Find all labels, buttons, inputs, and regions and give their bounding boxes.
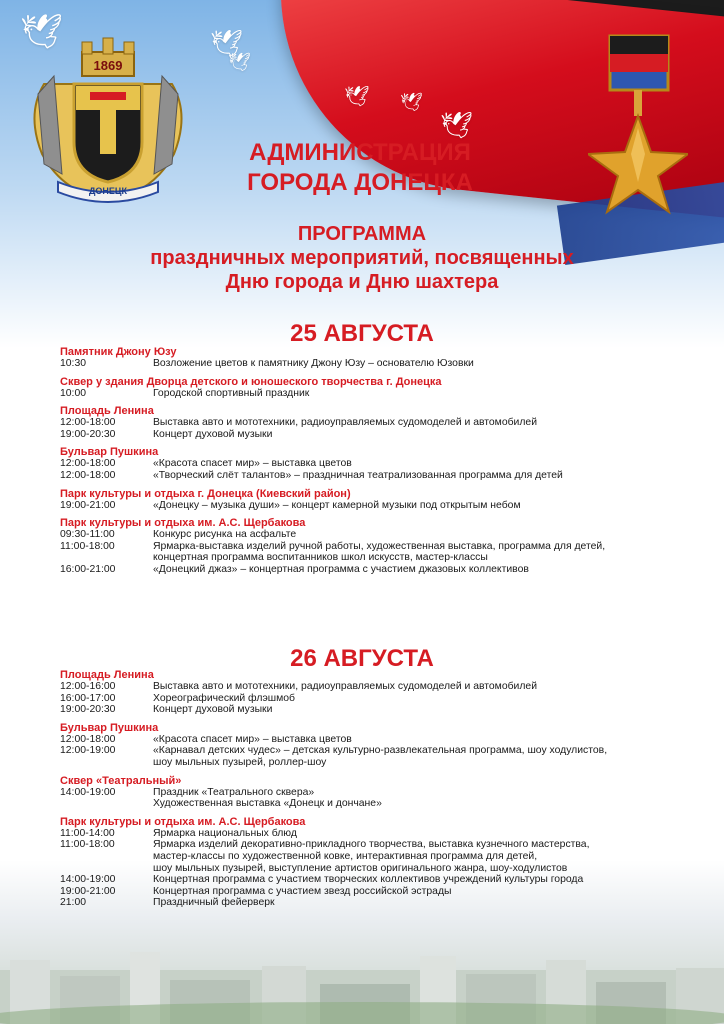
administration-title: АДМИНИСТРАЦИЯ ГОРОДА ДОНЕЦКА — [247, 139, 473, 196]
event-description — [153, 564, 700, 576]
event-row — [60, 745, 700, 768]
event-description — [153, 358, 700, 370]
event-time: 16:00-17:00 — [60, 692, 116, 704]
event-row — [60, 693, 700, 705]
event-row — [60, 500, 700, 512]
event-row — [60, 458, 700, 470]
event-row — [60, 734, 700, 746]
event-description — [153, 787, 700, 810]
event-row — [60, 839, 700, 874]
event-description-line: Концертная программа с участием творческих коллективов учреждений культуры города — [153, 874, 584, 886]
event-description-line: «Красота спасет мир» – выставка цветов — [153, 458, 352, 470]
event-row — [60, 704, 700, 716]
venue-title: Сквер «Театральный» — [60, 774, 182, 787]
event-time: 11:00-14:00 — [60, 827, 115, 839]
event-time: 14:00-19:00 — [60, 786, 116, 798]
event-description — [153, 745, 700, 768]
event-description — [153, 529, 700, 541]
event-description — [153, 886, 700, 898]
event-time: 12:00-18:00 — [60, 733, 116, 745]
event-time: 19:00-20:30 — [60, 428, 116, 440]
event-row — [60, 681, 700, 693]
event-row — [60, 358, 700, 370]
dove-icon: 🕊 — [210, 28, 244, 58]
event-time: 19:00-21:00 — [60, 885, 116, 897]
event-row — [60, 470, 700, 482]
emblem-year: 1869 — [93, 58, 123, 73]
event-description — [153, 500, 700, 512]
event-description — [153, 828, 700, 840]
event-row — [60, 897, 700, 909]
event-description-line: Концерт духовой музыки — [153, 704, 273, 716]
event-description-line: Ярмарка-выставка изделий ручной работы, художественная выставка, программа для детей, — [153, 540, 606, 552]
event-description-line: концертная программа воспитанников школ искусств, мастер-классы — [153, 552, 488, 564]
venue-title: Парк культуры и отдыха им. А.С. Щербакова — [60, 815, 306, 828]
event-time: 11:00-18:00 — [60, 540, 115, 552]
event-description — [153, 874, 700, 886]
event-row — [60, 417, 700, 429]
dove-icon: 🕊 — [344, 86, 370, 108]
event-description — [153, 734, 700, 746]
venue-title: Площадь Ленина — [60, 405, 154, 418]
venue-title: Площадь Ленина — [60, 669, 154, 681]
event-description — [153, 681, 700, 693]
event-description-line: Ярмарка национальных блюд — [153, 827, 297, 839]
event-description — [153, 388, 700, 400]
event-description-line: Возложение цветов к памятнику Джону Юзу – основателю Юзовки — [153, 358, 474, 369]
event-description-line: «Донецкий джаз» – концертная программа с участием джазовых коллективов — [153, 563, 529, 575]
event-description-line: «Творческий слёт талантов» – праздничная театрализованная программа для детей — [153, 469, 563, 481]
venue-title: Памятник Джону Юзу — [60, 346, 177, 358]
dove-icon: 🕊 — [20, 13, 64, 51]
event-time: 12:00-18:00 — [60, 417, 116, 429]
event-description-line: Конкурс рисунка на асфальте — [153, 529, 297, 541]
event-description-line: Праздничный фейерверк — [153, 897, 275, 909]
event-description-line: Концертная программа с участием звезд российской эстрады — [153, 885, 452, 897]
event-description — [153, 704, 700, 716]
event-time: 10:30 — [60, 358, 87, 369]
dove-icon: 🕊 — [440, 110, 474, 140]
event-time: 19:00-21:00 — [60, 499, 116, 511]
day2-schedule — [60, 669, 700, 909]
event-time: 16:00-21:00 — [60, 563, 116, 575]
event-description — [153, 541, 700, 564]
event-description-line: Праздник «Театрального сквера» — [153, 786, 315, 798]
dove-icon: 🕊 — [228, 52, 251, 72]
event-time: 19:00-20:30 — [60, 704, 116, 716]
venue-title: Парк культуры и отдыха г. Донецка (Киевский район) — [60, 487, 351, 500]
emblem-ribbon-text: ДОНЕЦК — [89, 186, 127, 196]
event-description-line: Хореографический флэшмоб — [153, 692, 295, 704]
day2-date: 26 АВГУСТА — [290, 645, 434, 672]
event-description-line: Выставка авто и мототехники, радиоуправляемых судомоделей и автомобилей — [153, 681, 538, 692]
event-description-line: «Донецку – музыка души» – концерт камерной музыки под открытым небом — [153, 499, 521, 511]
event-time: 10:00 — [60, 387, 87, 399]
event-time: 12:00-19:00 — [60, 745, 116, 757]
venue-title: Бульвар Пушкина — [60, 446, 159, 459]
event-description-line: мастер-классы по художественной ковке, интерактивная программа для детей, — [153, 850, 538, 862]
event-time: 21:00 — [60, 897, 87, 909]
event-time: 09:30-11:00 — [60, 529, 115, 541]
event-description — [153, 693, 700, 705]
event-description-line: «Карнавал детских чудес» – детская культурно-развлекательная программа, шоу ходулистов, — [153, 745, 608, 757]
event-description-line: Ярмарка изделий декоративно-прикладного творчества, выставка кузнечного мастерства, — [153, 839, 590, 851]
event-description — [153, 470, 700, 482]
event-time: 11:00-18:00 — [60, 839, 115, 851]
event-description-line: шоу мыльных пузырей, роллер-шоу — [153, 756, 327, 768]
venue-title: Сквер у здания Дворца детского и юношеского творчества г. Донецка — [60, 375, 442, 388]
day1-schedule — [60, 346, 700, 576]
hero-star-medal — [588, 32, 688, 222]
event-time: 14:00-19:00 — [60, 874, 116, 886]
event-time: 12:00-16:00 — [60, 681, 116, 692]
event-description — [153, 417, 700, 429]
event-row — [60, 564, 700, 576]
event-time: 12:00-18:00 — [60, 469, 116, 481]
event-row — [60, 388, 700, 400]
city-skyline — [0, 930, 724, 1024]
dove-icon: 🕊 — [400, 92, 423, 112]
venue-title: Бульвар Пушкина — [60, 721, 159, 734]
event-row — [60, 828, 700, 840]
program-title: ПРОГРАММА праздничных мероприятий, посвященных Дню города и Дню шахтера — [150, 223, 574, 293]
event-row — [60, 429, 700, 441]
event-description — [153, 897, 700, 909]
event-description — [153, 839, 700, 874]
event-description — [153, 429, 700, 441]
event-row — [60, 886, 700, 898]
event-description-line: Концерт духовой музыки — [153, 428, 273, 440]
event-description-line: Выставка авто и мототехники, радиоуправляемых судомоделей и автомобилей — [153, 417, 538, 429]
event-row — [60, 787, 700, 810]
event-description — [153, 458, 700, 470]
event-description-line: Городской спортивный праздник — [153, 387, 310, 399]
event-row — [60, 529, 700, 541]
event-time: 12:00-18:00 — [60, 458, 116, 470]
day1-date: 25 АВГУСТА — [290, 320, 434, 347]
event-description-line: Художественная выставка «Донецк и дончане» — [153, 798, 382, 810]
venue-title: Парк культуры и отдыха им. А.С. Щербакова — [60, 517, 306, 530]
event-row — [60, 874, 700, 886]
event-row — [60, 541, 700, 564]
event-description-line: шоу мыльных пузырей, выступление артистов оригинального жанра, шоу-ходулистов — [153, 862, 568, 874]
event-description-line: «Красота спасет мир» – выставка цветов — [153, 733, 352, 745]
